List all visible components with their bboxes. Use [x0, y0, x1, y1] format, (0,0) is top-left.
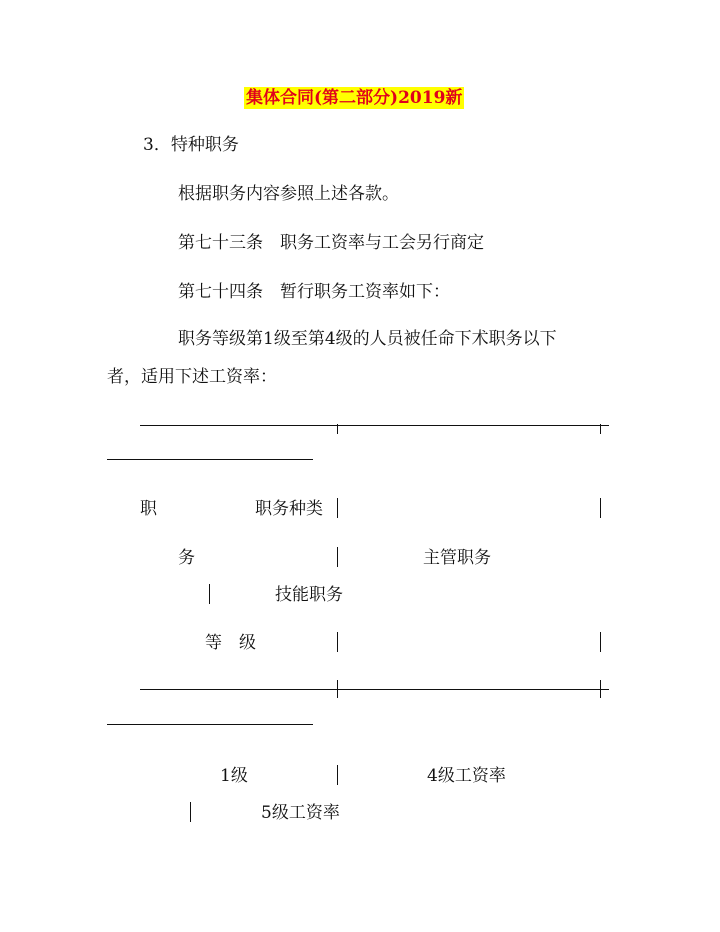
table-cell-grade-1: 1级 [220, 766, 248, 786]
paragraph-2-line-2: 者，适用下述工资率： [107, 367, 277, 387]
table-column-divider [337, 498, 338, 518]
paragraph-2-line-1: 职务等级第1级至第4级的人员被任命下术职务以下 [178, 329, 557, 349]
table-header-left-2: 务 [178, 548, 195, 568]
table-column-divider [337, 765, 338, 785]
section-item-3: 3．特种职务 [143, 135, 239, 155]
table-column-divider-wrap [190, 802, 191, 822]
table-right-border [600, 498, 601, 518]
table-top-right-joint [600, 424, 601, 434]
table-header-category: 职务种类 [255, 499, 323, 519]
table-header-main-duty: 主管职务 [423, 548, 491, 568]
article-73: 第七十三条 职务工资率与工会另行商定 [178, 233, 484, 253]
table-top-rule [140, 425, 609, 426]
table-top-rule-wrap [107, 459, 313, 460]
table-header-grade: 等 级 [205, 633, 256, 653]
table-cell-main-rate: 4级工资率 [427, 766, 506, 786]
article-74: 第七十四条 暂行职务工资率如下： [178, 282, 450, 302]
table-header-rule [140, 689, 609, 690]
table-header-rule-wrap [107, 724, 313, 725]
table-column-divider [337, 547, 338, 567]
table-header-skill-duty: 技能职务 [275, 585, 343, 605]
document-title: 集体合同(第二部分)2019新 [246, 88, 463, 108]
table-column-divider-wrap [209, 584, 210, 604]
table-header-left-1: 职 [140, 499, 157, 519]
paragraph-1: 根据职务内容参照上述各款。 [178, 184, 399, 204]
table-cell-skill-rate: 5级工资率 [261, 803, 340, 823]
table-top-joint [337, 424, 338, 434]
table-header-rule-joint [337, 680, 338, 698]
table-column-divider [337, 632, 338, 652]
table-right-border [600, 632, 601, 652]
table-header-rule-right-joint [600, 680, 601, 698]
